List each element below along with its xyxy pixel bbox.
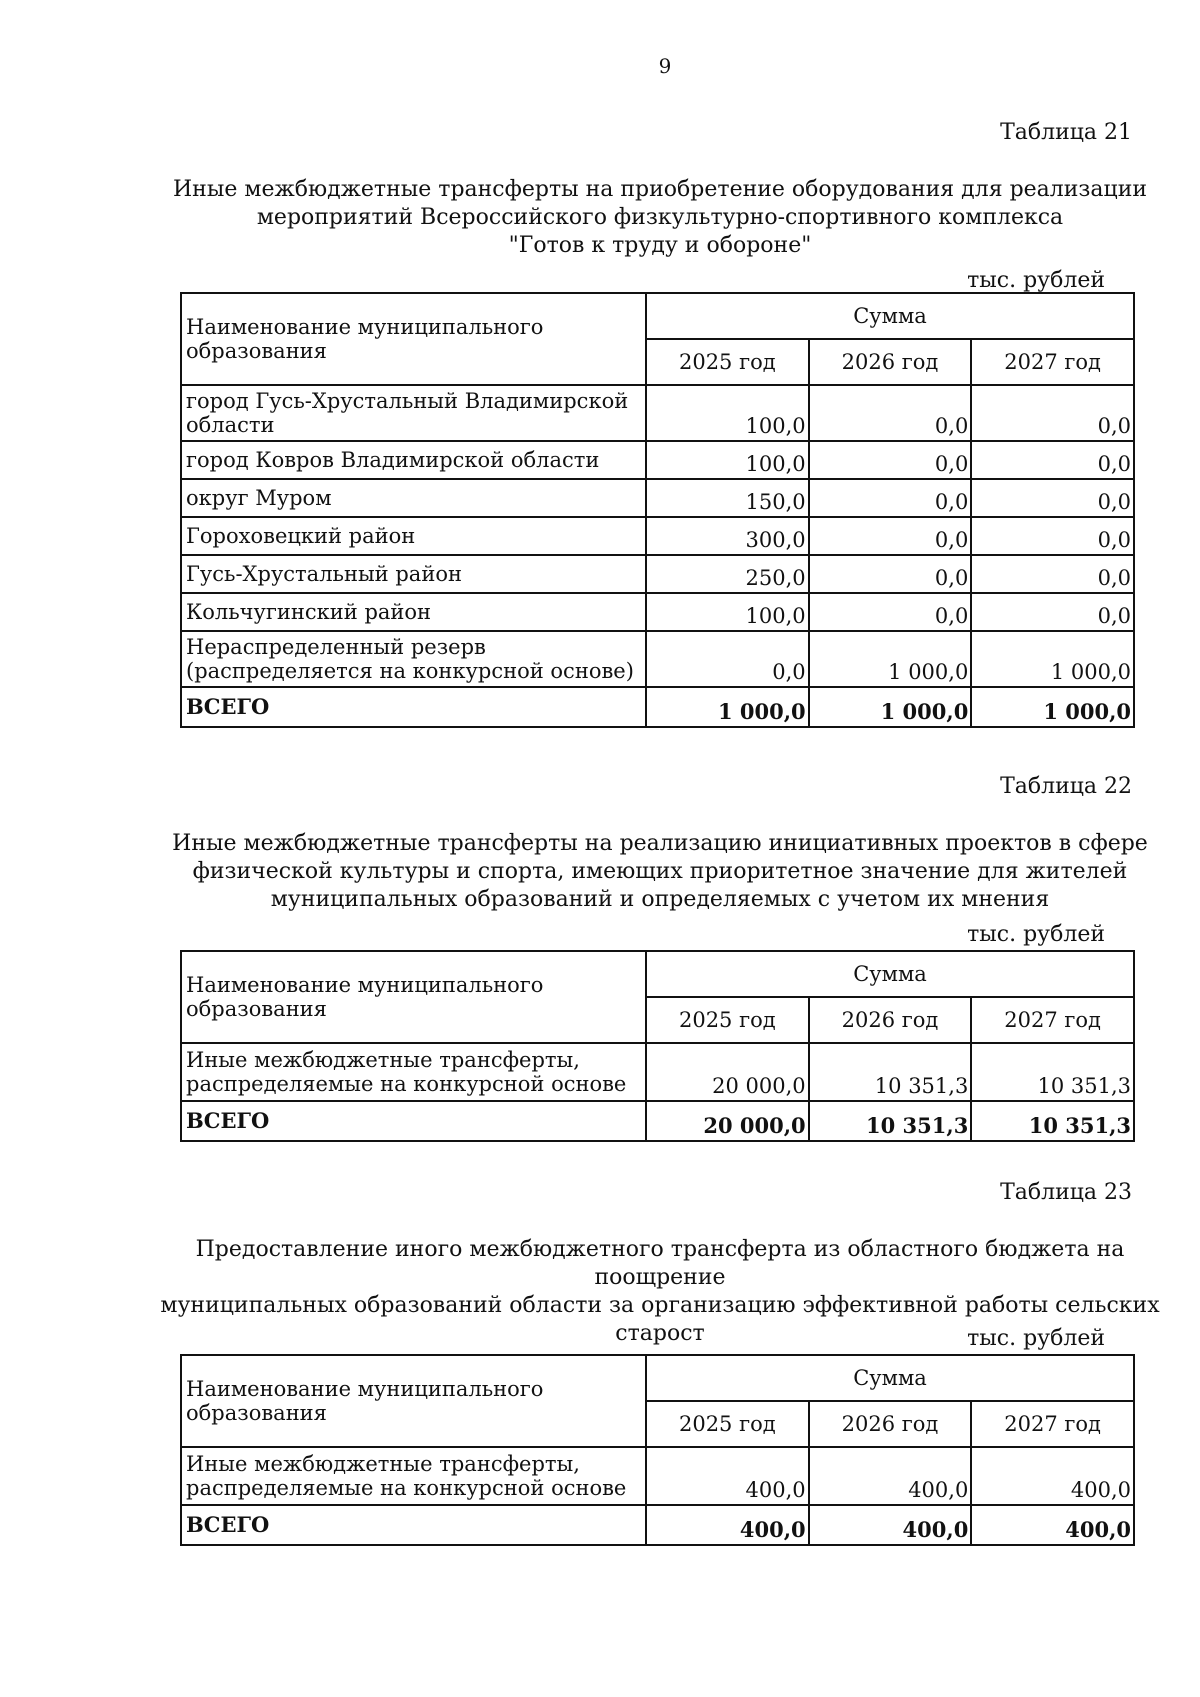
caption-line: муниципальных образований области за организацию эффективной работы сельских старост: [160, 1293, 1160, 1346]
table-23-label: Таблица 23: [1000, 1180, 1132, 1205]
caption-line: физической культуры и спорта, имеющих приоритетное значение для жителей: [192, 859, 1128, 884]
header-sum: Сумма: [646, 951, 1134, 997]
table-row: [181, 441, 1134, 479]
table-total-row: [181, 1505, 1134, 1545]
row-value: 300,0: [646, 517, 809, 555]
header-year: 2026 год: [809, 339, 972, 385]
header-year: 2026 год: [809, 1401, 972, 1447]
header-year: 2027 год: [971, 1401, 1134, 1447]
row-value: 100,0: [646, 385, 809, 441]
header-year: 2026 год: [809, 997, 972, 1043]
total-value: 400,0: [646, 1505, 809, 1545]
row-name: Иные межбюджетные трансферты, распределяемые на конкурсной основе: [181, 1043, 646, 1101]
caption-line: Иные межбюджетные трансферты на приобретение оборудования для реализации: [172, 177, 1148, 202]
total-value: 20 000,0: [646, 1101, 809, 1141]
header-year: 2025 год: [646, 1401, 809, 1447]
total-value: 10 351,3: [971, 1101, 1134, 1141]
table-row: [181, 385, 1134, 441]
table-21-units: тыс. рублей: [967, 268, 1105, 293]
header-sum: Сумма: [646, 1355, 1134, 1401]
table-row: [181, 593, 1134, 631]
caption-line: мероприятий Всероссийского физкультурно-спортивного комплекса: [256, 205, 1064, 230]
row-name: округ Муром: [181, 479, 646, 517]
total-value: 1 000,0: [646, 687, 809, 727]
total-label: ВСЕГО: [181, 1101, 646, 1141]
row-value: 0,0: [971, 517, 1134, 555]
header-year: 2025 год: [646, 339, 809, 385]
table-row: [181, 555, 1134, 593]
row-value: 0,0: [971, 441, 1134, 479]
total-value: 1 000,0: [809, 687, 972, 727]
table-total-row: [181, 687, 1134, 727]
table-total-row: [181, 1101, 1134, 1141]
row-value: 0,0: [809, 441, 972, 479]
row-value: 400,0: [646, 1447, 809, 1505]
total-value: 400,0: [809, 1505, 972, 1545]
table-22: [180, 950, 1135, 1142]
total-label: ВСЕГО: [181, 687, 646, 727]
header-sum: Сумма: [646, 293, 1134, 339]
row-value: 400,0: [971, 1447, 1134, 1505]
table-21: [180, 292, 1135, 728]
row-name: Гороховецкий район: [181, 517, 646, 555]
row-name: Нераспределенный резерв (распределяется на конкурсной основе): [181, 631, 646, 687]
row-value: 0,0: [971, 385, 1134, 441]
table-23-units: тыс. рублей: [967, 1326, 1105, 1351]
row-value: 250,0: [646, 555, 809, 593]
row-value: 0,0: [971, 593, 1134, 631]
table-22-caption: [160, 830, 1160, 914]
row-value: 0,0: [809, 517, 972, 555]
row-value: 10 351,3: [971, 1043, 1134, 1101]
table-row: [181, 1447, 1134, 1505]
row-value: 1 000,0: [971, 631, 1134, 687]
row-value: 100,0: [646, 441, 809, 479]
total-label: ВСЕГО: [181, 1505, 646, 1545]
row-value: 0,0: [809, 593, 972, 631]
row-value: 0,0: [809, 385, 972, 441]
header-name: Наименование муниципального образования: [181, 1355, 646, 1447]
row-name: Кольчугинский район: [181, 593, 646, 631]
row-name: Иные межбюджетные трансферты, распределяемые на конкурсной основе: [181, 1447, 646, 1505]
table-21-caption: [160, 176, 1160, 260]
page-number: 9: [658, 54, 672, 78]
total-value: 10 351,3: [809, 1101, 972, 1141]
header-year: 2027 год: [971, 997, 1134, 1043]
row-value: 100,0: [646, 593, 809, 631]
row-name: Гусь-Хрустальный район: [181, 555, 646, 593]
row-name: город Гусь-Хрустальный Владимирской области: [181, 385, 646, 441]
row-value: 1 000,0: [809, 631, 972, 687]
header-name: Наименование муниципального образования: [181, 293, 646, 385]
table-row: [181, 479, 1134, 517]
caption-line: муниципальных образований и определяемых с учетом их мнения: [270, 887, 1050, 912]
row-value: 0,0: [809, 479, 972, 517]
header-year: 2025 год: [646, 997, 809, 1043]
table-22-label: Таблица 22: [1000, 774, 1132, 799]
row-value: 20 000,0: [646, 1043, 809, 1101]
total-value: 1 000,0: [971, 687, 1134, 727]
caption-line: "Готов к труду и обороне": [508, 233, 812, 258]
header-name: Наименование муниципального образования: [181, 951, 646, 1043]
table-21-label: Таблица 21: [1000, 120, 1132, 145]
row-value: 0,0: [809, 555, 972, 593]
row-value: 0,0: [971, 555, 1134, 593]
table-row: [181, 517, 1134, 555]
row-name: город Ковров Владимирской области: [181, 441, 646, 479]
total-value: 400,0: [971, 1505, 1134, 1545]
row-value: 400,0: [809, 1447, 972, 1505]
row-value: 0,0: [646, 631, 809, 687]
caption-line: Иные межбюджетные трансферты на реализацию инициативных проектов в сфере: [172, 831, 1148, 856]
table-22-units: тыс. рублей: [967, 922, 1105, 947]
row-value: 0,0: [971, 479, 1134, 517]
row-value: 10 351,3: [809, 1043, 972, 1101]
caption-line: Предоставление иного межбюджетного трансферта из областного бюджета на поощрение: [195, 1237, 1125, 1290]
header-year: 2027 год: [971, 339, 1134, 385]
table-row: [181, 1043, 1134, 1101]
table-row: [181, 631, 1134, 687]
table-23: [180, 1354, 1135, 1546]
row-value: 150,0: [646, 479, 809, 517]
